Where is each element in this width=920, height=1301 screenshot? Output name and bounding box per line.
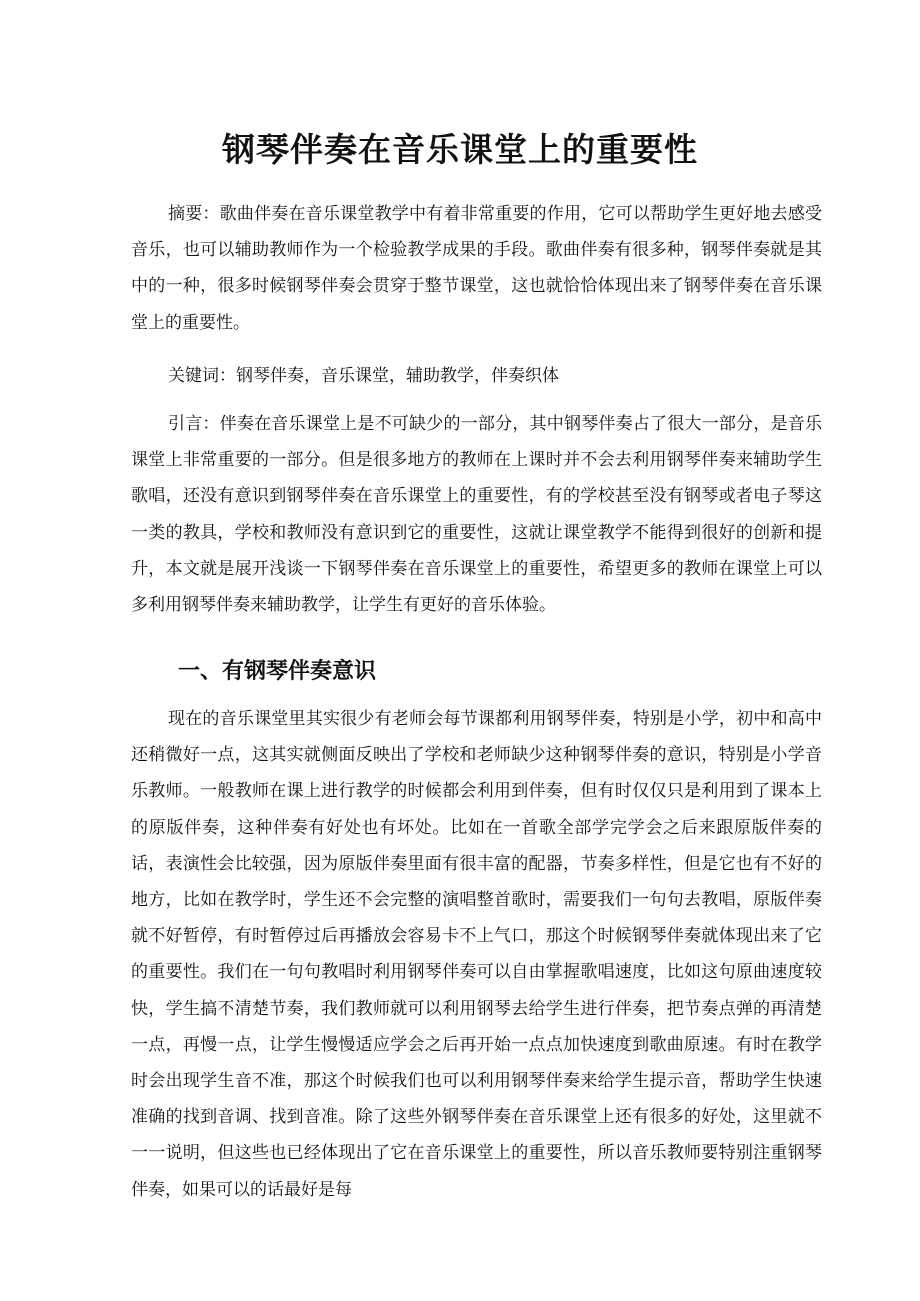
section-body-paragraph: 现在的音乐课堂里其实很少有老师会每节课都利用钢琴伴奏，特别是小学，初中和高中还稍微好一点，这其实就侧面反映出了学校和老师缺少这种钢琴伴奏的意识，特别是小学音乐教师。一般教师在课上进行教学的时候都会利用到伴奏，但有时仅仅只是利用到了课本上的原版伴奏，这种伴奏有好处也有坏处。比如在一首歌全部学完学会之后来跟原版伴奏的话，表演性会比较强，因为原版伴奏里面有很丰富的配器，节奏多样性，但是它也有不好的地方，比如在教学时，学生还不会完整的演唱整首歌时，需要我们一句句去教唱，原版伴奏就不好暂停，有时暂停过后再播放会容易卡不上气口，那这个时候钢琴伴奏就体现出来了它的重要性。我们在一句句教唱时利用钢琴伴奏可以自由掌握歌唱速度，比如这句原曲速度较快，学生搞不清楚节奏，我们教师就可以利用钢琴去给学生进行伴奏，把节奏点弹的再清楚一点，再慢一点，让学生慢慢适应学会之后再开始一点点加快速度到歌曲原速。有时在教学时会出现学生音不准，那这个时候我们也可以利用钢琴伴奏来给学生提示音，帮助学生快速准确的找到音调、找到音准。除了这些外钢琴伴奏在音乐课堂上还有很多的好处，这里就不一一说明，但这些也已经体现出了它在音乐课堂上的重要性，所以音乐教师要特别注重钢琴伴奏，如果可以的话最好是每 [131, 709, 822, 1200]
intro-paragraph: 引言：伴奏在音乐课堂上是不可缺少的一部分，其中钢琴伴奏占了很大一部分，是音乐课堂上非常重要的一部分。但是很多地方的教师在上课时并不会去利用钢琴伴奏来辅助学生歌唱，还没有意识到钢琴伴奏在音乐课堂上的重要性，有的学校甚至没有钢琴或者电子琴这一类的教具，学校和教师没有意识到它的重要性，这就让课堂教学不能得到很好的创新和提升，本文就是展开浅谈一下钢琴伴奏在音乐课堂上的重要性，希望更多的教师在课堂上可以多利用钢琴伴奏来辅助教学，让学生有更好的音乐体验。 [131, 414, 822, 616]
keywords-paragraph: 关键词：钢琴伴奏，音乐课堂，辅助教学，伴奏织体 [168, 366, 559, 386]
page-title: 钢琴伴奏在音乐课堂上的重要性 [222, 130, 698, 169]
section-heading: 一、有钢琴伴奏意识 [178, 659, 377, 684]
abstract-paragraph: 摘要：歌曲伴奏在音乐课堂教学中有着非常重要的作用，它可以帮助学生更好地去感受音乐，也可以辅助教师作为一个检验教学成果的手段。歌曲伴奏有很多种，钢琴伴奏就是其中的一种，很多时候钢琴伴奏会贯穿于整节课堂，这也就恰恰体现出来了钢琴伴奏在音乐课堂上的重要性。 [131, 204, 822, 333]
